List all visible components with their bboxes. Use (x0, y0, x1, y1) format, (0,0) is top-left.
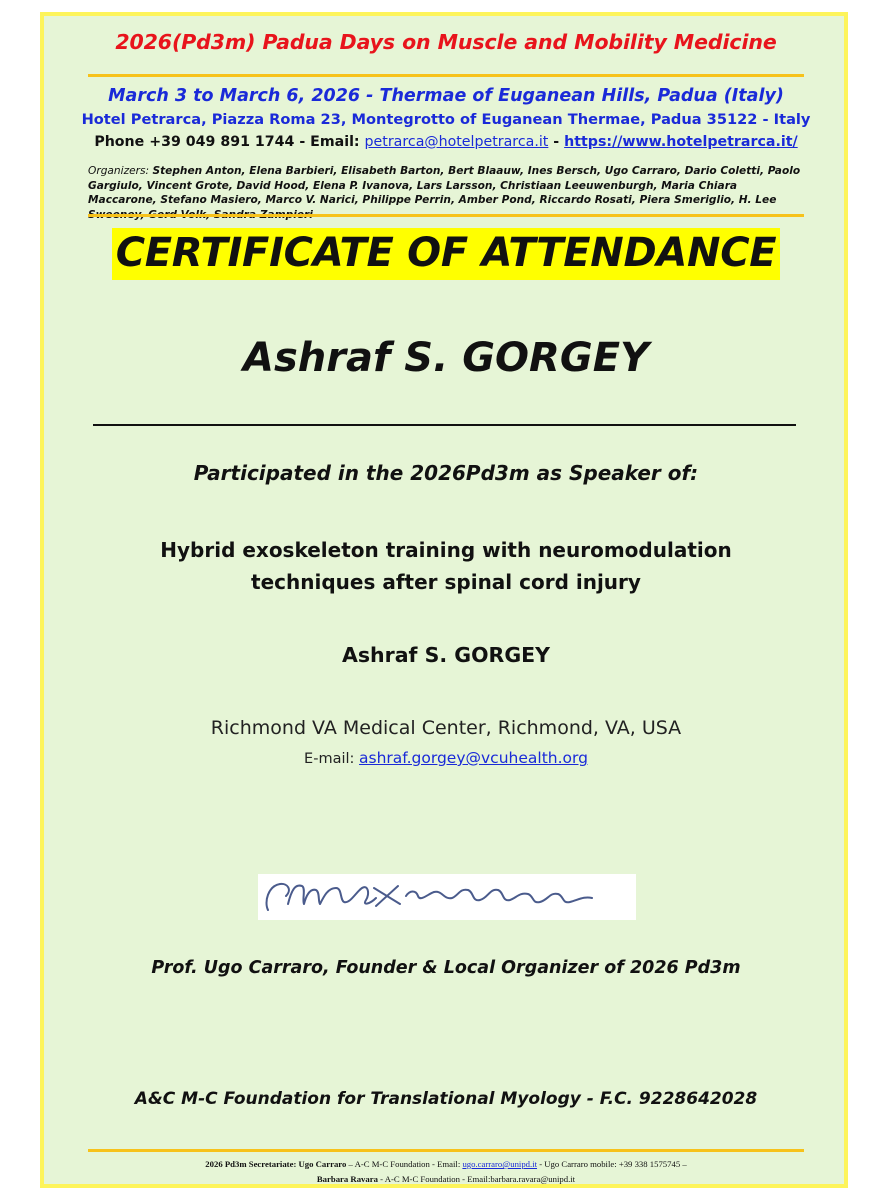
signature-image (258, 874, 636, 920)
foundation-line: A&C M-C Foundation for Translational Myology - F.C. 9228642028 (134, 1089, 758, 1109)
organizers-divider (88, 214, 804, 217)
contact-line (0, 134, 892, 150)
speaker-email-link[interactable]: ashraf.gorgey@vcuhealth.org (359, 749, 588, 767)
secretariat-line-2 (0, 1174, 892, 1184)
secretariat-mobile: - Ugo Carraro mobile: +39 338 1575745 – (537, 1159, 687, 1169)
speaker-email-line (0, 749, 892, 767)
participation-statement: Participated in the 2026Pd3m as Speaker of: (193, 461, 699, 485)
organizers-label: Organizers: (88, 165, 153, 177)
certificate-heading: CERTIFICATE OF ATTENDANCE (112, 228, 781, 280)
event-title: 2026(Pd3m) Padua Days on Muscle and Mobility Medicine (115, 30, 777, 54)
secretariat-label: 2026 Pd3m Secretariate (205, 1159, 294, 1169)
phone-text: Phone +39 049 891 1744 - Email: (94, 134, 365, 150)
talk-title-line-1: Hybrid exoskeleton training with neuromodulation (160, 538, 732, 562)
contact-separator: - (548, 134, 565, 150)
event-dates-venue: March 3 to March 6, 2026 - Thermae of Euganean Hills, Padua (Italy) (108, 86, 784, 106)
footer-divider (88, 1149, 804, 1152)
secretariat-line-1 (0, 1159, 892, 1169)
speaker-name: Ashraf S. GORGEY (341, 643, 551, 667)
title-divider (88, 74, 804, 77)
organizers-names: Stephen Anton, Elena Barbieri, Elisabeth Barton, Bert Blaauw, Ines Bersch, Ugo Carraro, Dario Coletti, Paolo Gargiulo, Vincent Grote, David Hood, Elena P. Ivanova, Lars Larsson, Christiaan Leeuwenburgh, Maria Chiara Maccarone, Stefano Masiero, Marco V. Narici, Philippe Perrin, Amber Pond, Riccardo Rosati, Piera Smeriglio, H. Lee (88, 165, 801, 206)
hotel-address: Hotel Petrarca, Piazza Roma 23, Montegrotto of Euganean Thermae, Padua 35122 - Italy (81, 111, 811, 128)
signature-stroke (258, 874, 636, 920)
secretariat-org: – A-C M-C Foundation - Email: (346, 1159, 463, 1169)
speaker-affiliation: Richmond VA Medical Center, Richmond, VA, USA (210, 717, 682, 739)
recipient-name: Ashraf S. GORGEY (243, 335, 649, 381)
hotel-website-link[interactable]: https://www.hotelpetrarca.it/ (564, 134, 798, 150)
secretariat-email-link[interactable]: ugo.carraro@unipd.it (462, 1159, 538, 1169)
hotel-email-link[interactable]: petrarca@hotelpetrarca.it (364, 134, 549, 150)
secretariat-second-name: Barbara Ravara (316, 1174, 378, 1184)
talk-title-line-2: techniques after spinal cord injury (251, 570, 641, 594)
email-label: E-mail: (304, 751, 360, 767)
signer-name: Prof. Ugo Carraro, Founder & Local Organizer of 2026 Pd3m (151, 958, 741, 978)
secretariat-name: : Ugo Carraro (293, 1159, 347, 1169)
certificate-heading-wrap (0, 228, 892, 280)
secretariat-second-details: - A-C M-C Foundation - Email:barbara.ravara@unipd.it (377, 1174, 576, 1184)
name-underline (93, 424, 796, 426)
talk-title (0, 534, 892, 598)
